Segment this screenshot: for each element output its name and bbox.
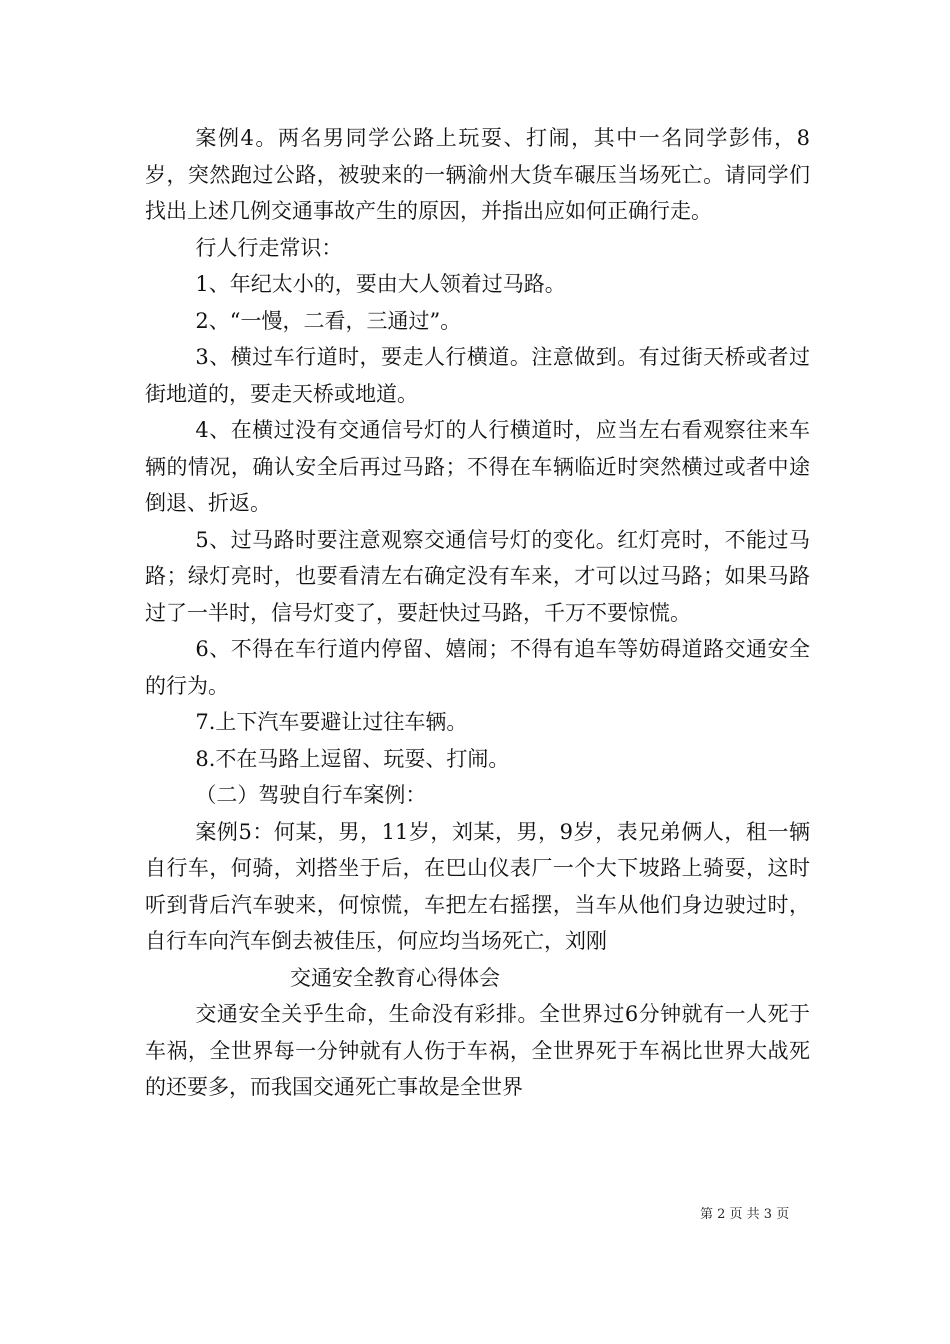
- paragraph-bicycle-heading: （二）驾驶自行车案例：: [195, 783, 427, 807]
- paragraph-pedestrian-heading: 行人行走常识：: [195, 235, 343, 260]
- paragraph-case-4: 案例4。两名男同学公路上玩耍、打闹，其中一名同学彭伟，8岁，突然跑过公路，被驶来的一辆渝州大货车碾压当场死亡。请同学们找出上述几例交通事故产生的原因，并指出应如何正确行走。: [145, 126, 810, 223]
- paragraph-rule-8: 8.不在马路上逗留、玩耍、打闹。: [195, 746, 510, 771]
- paragraph-essay-intro: 交通安全关乎生命，生命没有彩排。全世界过6分钟就有一人死于车祸，全世界每一分钟就有人伤于车祸，全世界死于车祸比世界大战死的还要多，而我国交通死亡事故是全世界: [145, 1002, 810, 1099]
- paragraph-rule-5: 5、过马路时要注意观察交通信号灯的变化。红灯亮时，不能过马路；绿灯亮时，也要看清左右确定没有车来，才可以过马路；如果马路过了一半时，信号灯变了，要赶快过马路，千万不要惊慌。: [145, 527, 810, 625]
- paragraph-case-5: 案例5：何某，男，11岁，刘某，男，9岁，表兄弟俩人，租一辆自行车，何骑，刘搭坐于后，在巴山仪表厂一个大下坡路上骑耍，这时听到背后汽车驶来，何惊慌，车把左右摇摆，当车从他们身边驶过时，自行车向汽车倒去被佳压，何应均当场死亡，刘刚: [145, 819, 810, 953]
- paragraph-rule-3: 3、横过车行道时，要走人行横道。注意做到。有过街天桥或者过街地道的，要走天桥或地道。: [145, 345, 810, 406]
- section-title: 交通安全教育心得体会: [290, 965, 500, 990]
- paragraph-rule-4: 4、在横过没有交通信号灯的人行横道时，应当左右看观察往来车辆的情况，确认安全后再过马路；不得在车辆临近时突然横过或者中途倒退、折返。: [145, 418, 810, 515]
- paragraph-rule-6: 6、不得在车行道内停留、嬉闹；不得有追车等妨碍道路交通安全的行为。: [145, 637, 810, 698]
- page-number-footer: 第 2 页 共 3 页: [700, 1207, 790, 1222]
- paragraph-rule-1: 1、年纪太小的，要由大人领着过马路。: [195, 272, 566, 296]
- paragraph-rule-7: 7.上下汽车要避让过往车辆。: [195, 710, 468, 734]
- paragraph-rule-2: 2、“一慢，二看，三通过”。: [195, 308, 462, 333]
- document-body: [145, 120, 810, 1106]
